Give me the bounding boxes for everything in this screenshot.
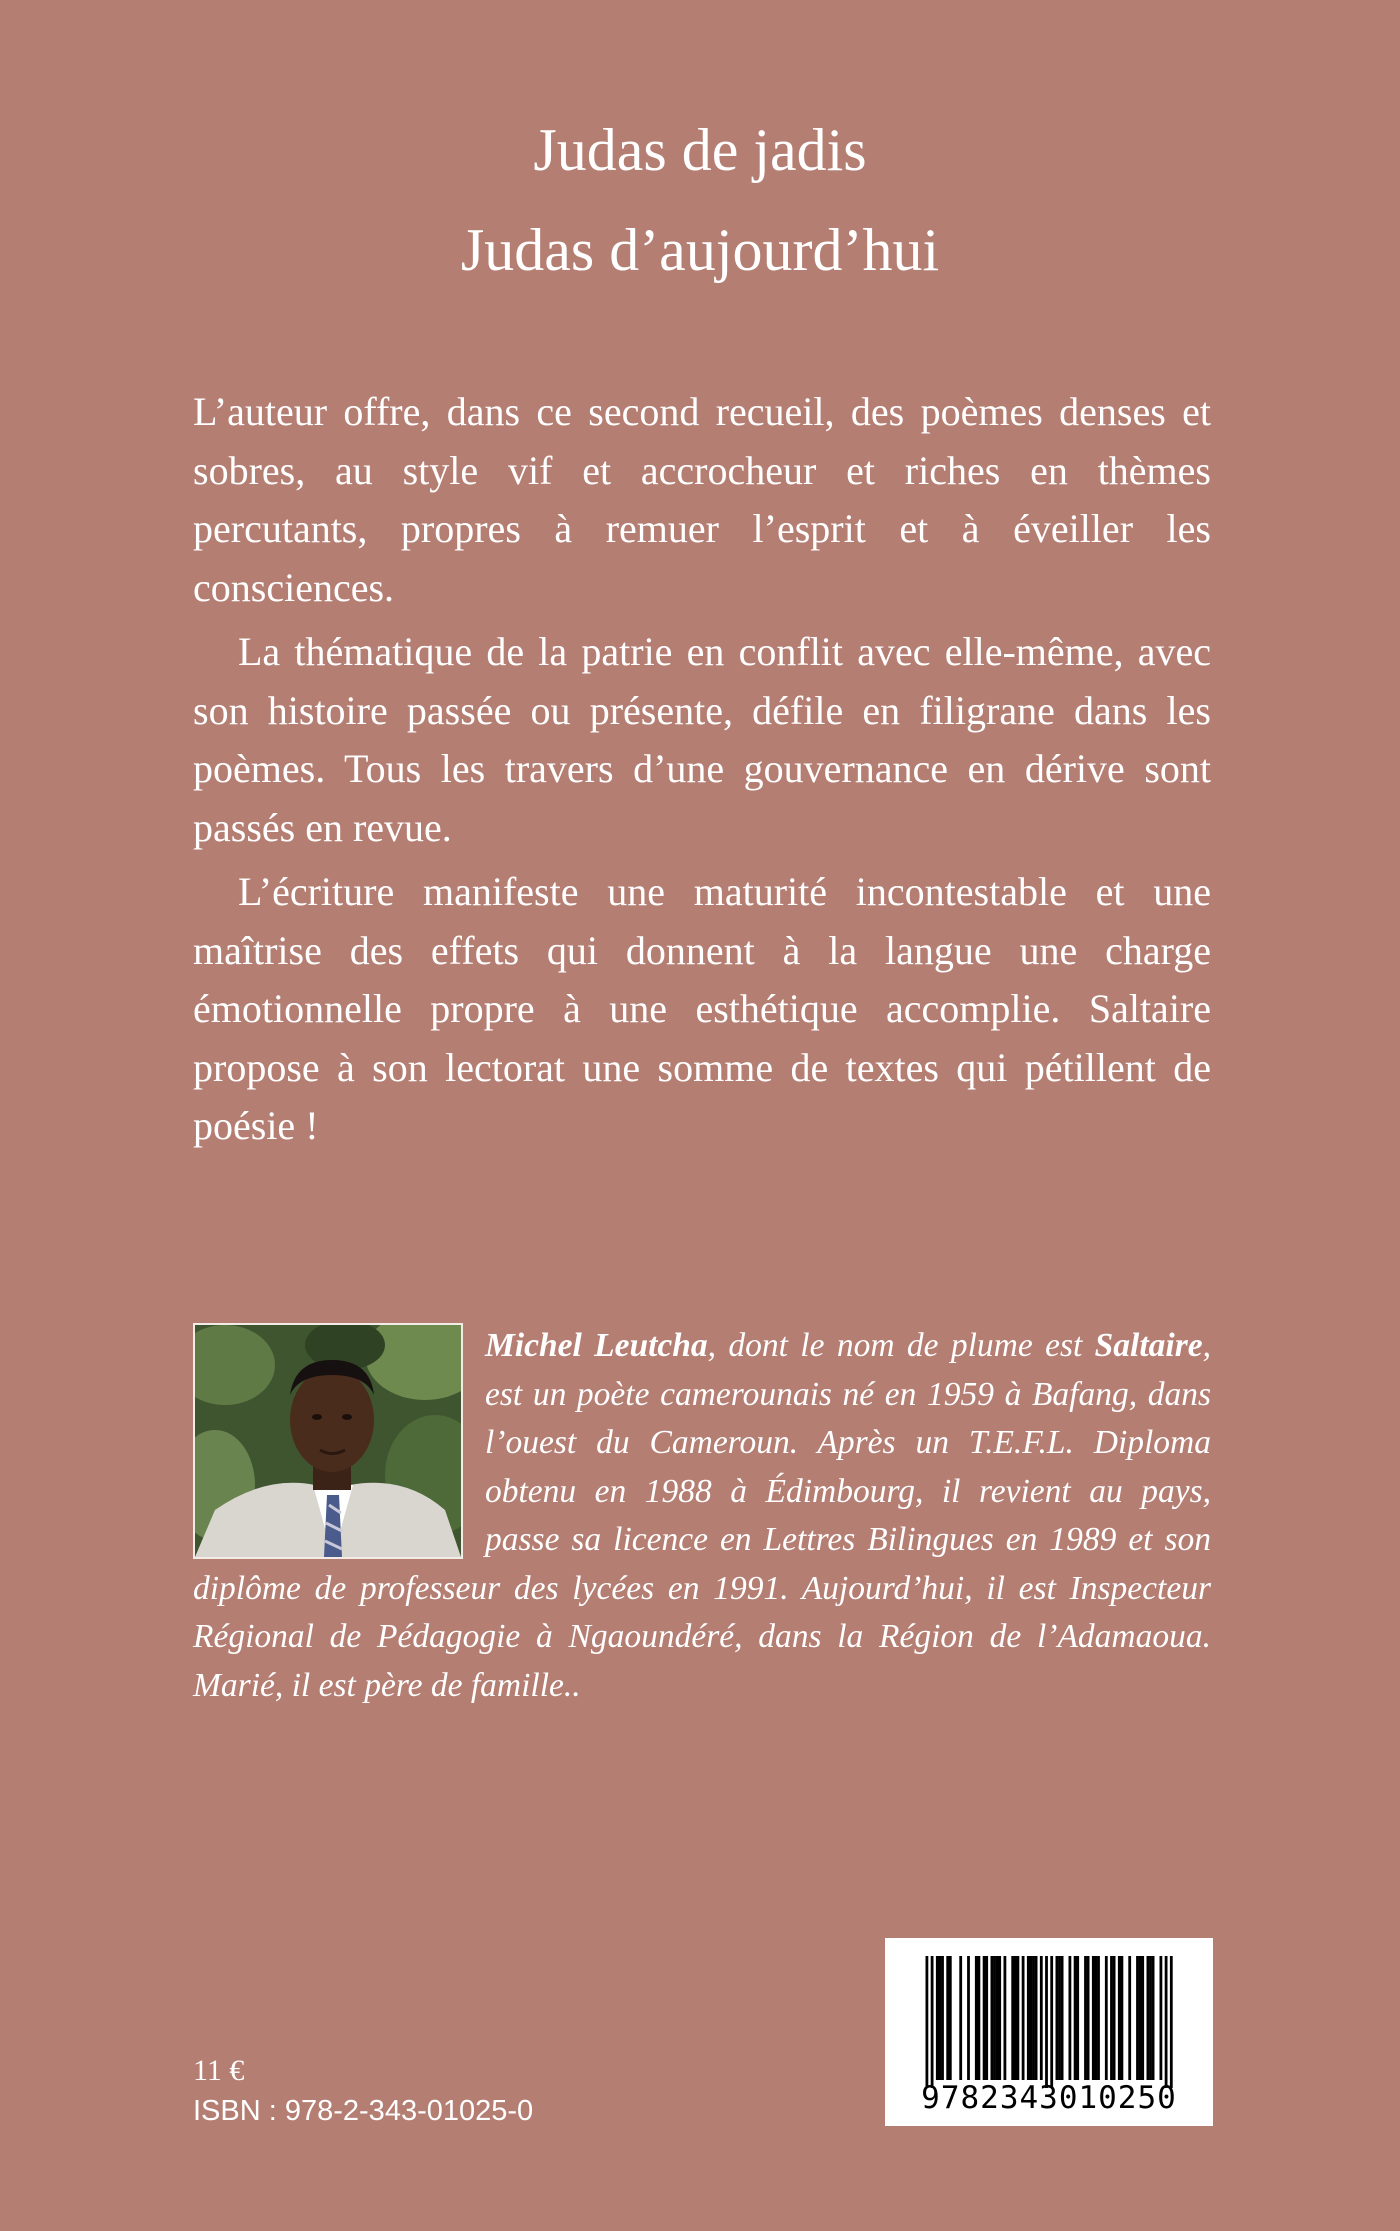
barcode-bar xyxy=(1014,1956,1017,2080)
barcode-bar xyxy=(1139,1956,1142,2080)
barcode-bar xyxy=(1152,1956,1155,2080)
barcode-bar xyxy=(931,1956,934,2088)
barcode-bar xyxy=(1030,1956,1033,2080)
barcode-bar xyxy=(1141,1956,1144,2080)
barcode-bar xyxy=(1084,1956,1087,2080)
author-bio xyxy=(193,1322,1211,1710)
barcode-bar xyxy=(1118,1956,1121,2080)
barcode-bar xyxy=(1095,1956,1098,2080)
barcode-bar xyxy=(1074,1956,1077,2080)
barcode-bar xyxy=(1017,1956,1020,2080)
barcode xyxy=(885,1938,1213,2126)
barcode-bar xyxy=(1097,1956,1100,2080)
barcode-bar xyxy=(959,1956,962,2080)
barcode-bar xyxy=(949,1956,952,2080)
barcode-bar xyxy=(1113,1956,1116,2080)
barcode-bar xyxy=(1110,1956,1113,2080)
barcode-bar xyxy=(1149,1956,1152,2080)
title-block xyxy=(0,100,1400,300)
barcode-bar xyxy=(1040,1956,1043,2080)
barcode-bar xyxy=(1050,1956,1053,2088)
barcode-bar xyxy=(985,1956,988,2080)
barcode-bar xyxy=(1136,1956,1139,2080)
barcode-bar xyxy=(946,1956,949,2080)
barcode-bar xyxy=(1121,1956,1124,2080)
price: 11 € xyxy=(193,2054,245,2087)
barcode-bar xyxy=(975,1956,978,2080)
barcode-bar xyxy=(1022,1956,1025,2080)
barcode-bar xyxy=(926,1956,929,2088)
barcode-bar xyxy=(939,1956,942,2080)
blurb-paragraph-1: L’auteur offre, dans ce second recueil, des poèmes denses et sobres, au style vif et accrocheur et riches en thèmes percutants, propres à remuer l’esprit et à éveiller les consciences. xyxy=(193,389,1211,610)
barcode-bar xyxy=(1105,1956,1108,2080)
barcode-bar xyxy=(1004,1956,1007,2080)
barcode-bar xyxy=(1092,1956,1095,2080)
barcode-bar xyxy=(993,1956,996,2080)
author-name: Michel Leutcha xyxy=(485,1327,708,1364)
barcode-bar xyxy=(1035,1956,1038,2080)
barcode-bar xyxy=(991,1956,994,2080)
barcode-bar xyxy=(1128,1956,1131,2080)
barcode-bar xyxy=(1160,1956,1163,2080)
bio-text-1: , dont le nom de plume est xyxy=(707,1327,1095,1364)
barcode-bar xyxy=(978,1956,981,2080)
title-line-1: Judas de jadis xyxy=(533,117,867,183)
barcode-bar xyxy=(1069,1956,1072,2080)
barcode-bar xyxy=(1061,1956,1064,2080)
blurb-paragraph-3: L’écriture manifeste une maturité incontestable et une maîtrise des effets qui donnent à la langue une charge émotionnelle propre à une esthétique accomplie. Saltaire propose à son lectorat une somme de textes qui pétillent de poésie ! xyxy=(193,869,1211,1148)
bio-text-2: , est un poète camerounais né en 1959 à Bafang, dans l’ouest du Cameroun. Après un T.E.F.L. Diploma obtenu en 1988 à Édimbourg, il revient au pays, passe sa licence en Lettres Bilingues en 1989 et son diplôme de professeur des lycées en 1991. Aujourd’hui, il est Inspecteur Régional de Pédagogie à Ngaoundéré, dans la Région de l’Adamaoua. Marié, il est père de famille.. xyxy=(193,1327,1211,1704)
barcode-bar xyxy=(1165,1956,1168,2088)
barcode-bar xyxy=(936,1956,939,2080)
author-photo-image xyxy=(195,1325,461,1557)
blurb-paragraph-2: La thématique de la patrie en conflit avec elle-même, avec son histoire passée ou présente, défile en filigrane dans les poèmes. Tous les travers d’une gouvernance en dérive sont passés en revue. xyxy=(193,629,1211,850)
barcode-bar xyxy=(996,1956,999,2080)
barcode-bar xyxy=(1170,1956,1173,2088)
barcode-digits: 9782343010250 xyxy=(921,2080,1177,2116)
barcode-bar xyxy=(967,1956,970,2080)
pen-name: Saltaire xyxy=(1094,1327,1203,1364)
barcode-bar xyxy=(941,1956,944,2080)
barcode-bar xyxy=(1076,1956,1079,2080)
barcode-bar xyxy=(1056,1956,1059,2080)
barcode-bar xyxy=(1087,1956,1090,2080)
title-line-2: Judas d’aujourd’hui xyxy=(460,217,940,283)
isbn: ISBN : 978-2-343-01025-0 xyxy=(193,2095,534,2127)
barcode-bar xyxy=(998,1956,1001,2080)
author-photo xyxy=(193,1323,463,1559)
barcode-bar xyxy=(1011,1956,1014,2080)
barcode-bar xyxy=(1027,1956,1030,2080)
barcode-bar xyxy=(1045,1956,1048,2088)
barcode-bar xyxy=(983,1956,986,2080)
barcode-bar xyxy=(1032,1956,1035,2080)
barcode-bar xyxy=(1058,1956,1061,2080)
blurb xyxy=(193,383,1211,1156)
barcode-bar xyxy=(1147,1956,1150,2080)
